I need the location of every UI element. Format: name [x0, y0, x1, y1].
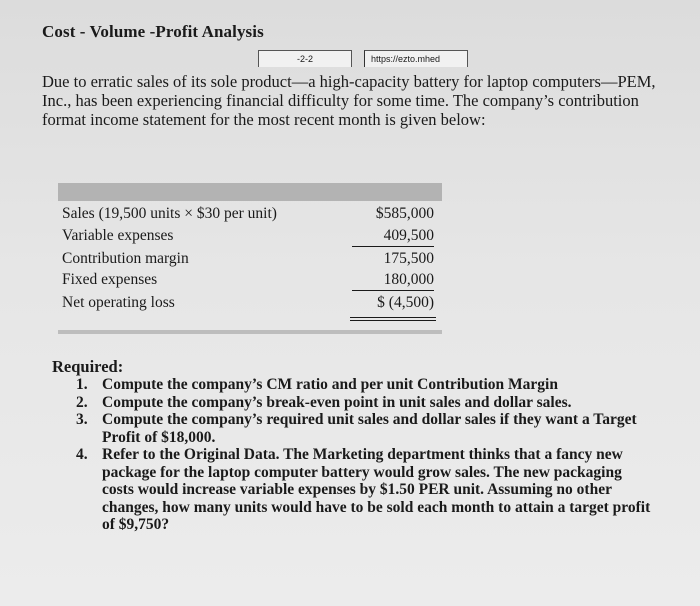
browser-tabs [258, 50, 468, 67]
row-label: Net operating loss [62, 294, 175, 311]
tab-page[interactable]: -2-2 [258, 50, 352, 67]
statement-row-sales [62, 203, 442, 225]
statement-footer-band [58, 330, 442, 334]
item-number: 3. [76, 411, 88, 428]
list-item [52, 411, 652, 446]
item-text: Refer to the Original Data. The Marketing department thinks that a fancy new package for the laptop computer battery would grow sales. The new packaging costs would increase variable expenses by $1.50 PER unit. Assuming no other changes, how many units would have to be sold each month to attain a target profit of $9,750? [102, 446, 651, 533]
statement-row-variable [62, 225, 442, 247]
page-title: Cost - Volume -Profit Analysis [42, 22, 264, 41]
list-item [52, 446, 652, 534]
item-number: 4. [76, 446, 88, 463]
item-text: Compute the company’s required unit sales and dollar sales if they want a Target Profit of $18,000. [102, 411, 637, 446]
intro-paragraph: Due to erratic sales of its sole product—a high-capacity battery for laptop computers—PEM, Inc., has been experiencing financial difficulty for some time. The company’s contribution format income statement for the most recent month is given below: [42, 72, 656, 129]
item-text: Compute the company’s break-even point in unit sales and dollar sales. [102, 393, 572, 411]
statement-row-fixed [62, 269, 442, 291]
required-heading: Required: [52, 357, 124, 376]
required-list [52, 376, 652, 534]
statement-header-band [58, 183, 442, 201]
double-underline [350, 317, 436, 321]
item-text: Compute the company’s CM ratio and per unit Contribution Margin [102, 376, 558, 393]
statement-row-net [62, 292, 442, 314]
row-value: $ (4,500) [377, 294, 434, 311]
item-number: 1. [76, 376, 88, 393]
item-number: 2. [76, 393, 88, 411]
list-item [52, 376, 652, 394]
row-label: Fixed expenses [62, 271, 158, 288]
row-value: 175,500 [383, 250, 434, 267]
row-value: 180,000 [352, 269, 434, 291]
tab-url[interactable]: https://ezto.mhed [364, 50, 468, 67]
row-label: Sales (19,500 units × $30 per unit) [62, 205, 277, 222]
row-value: 409,500 [352, 225, 434, 247]
row-value: $585,000 [375, 205, 434, 222]
statement-row-cm [62, 248, 442, 270]
row-label: Contribution margin [62, 250, 189, 267]
row-label: Variable expenses [62, 227, 174, 244]
list-item [52, 394, 652, 412]
